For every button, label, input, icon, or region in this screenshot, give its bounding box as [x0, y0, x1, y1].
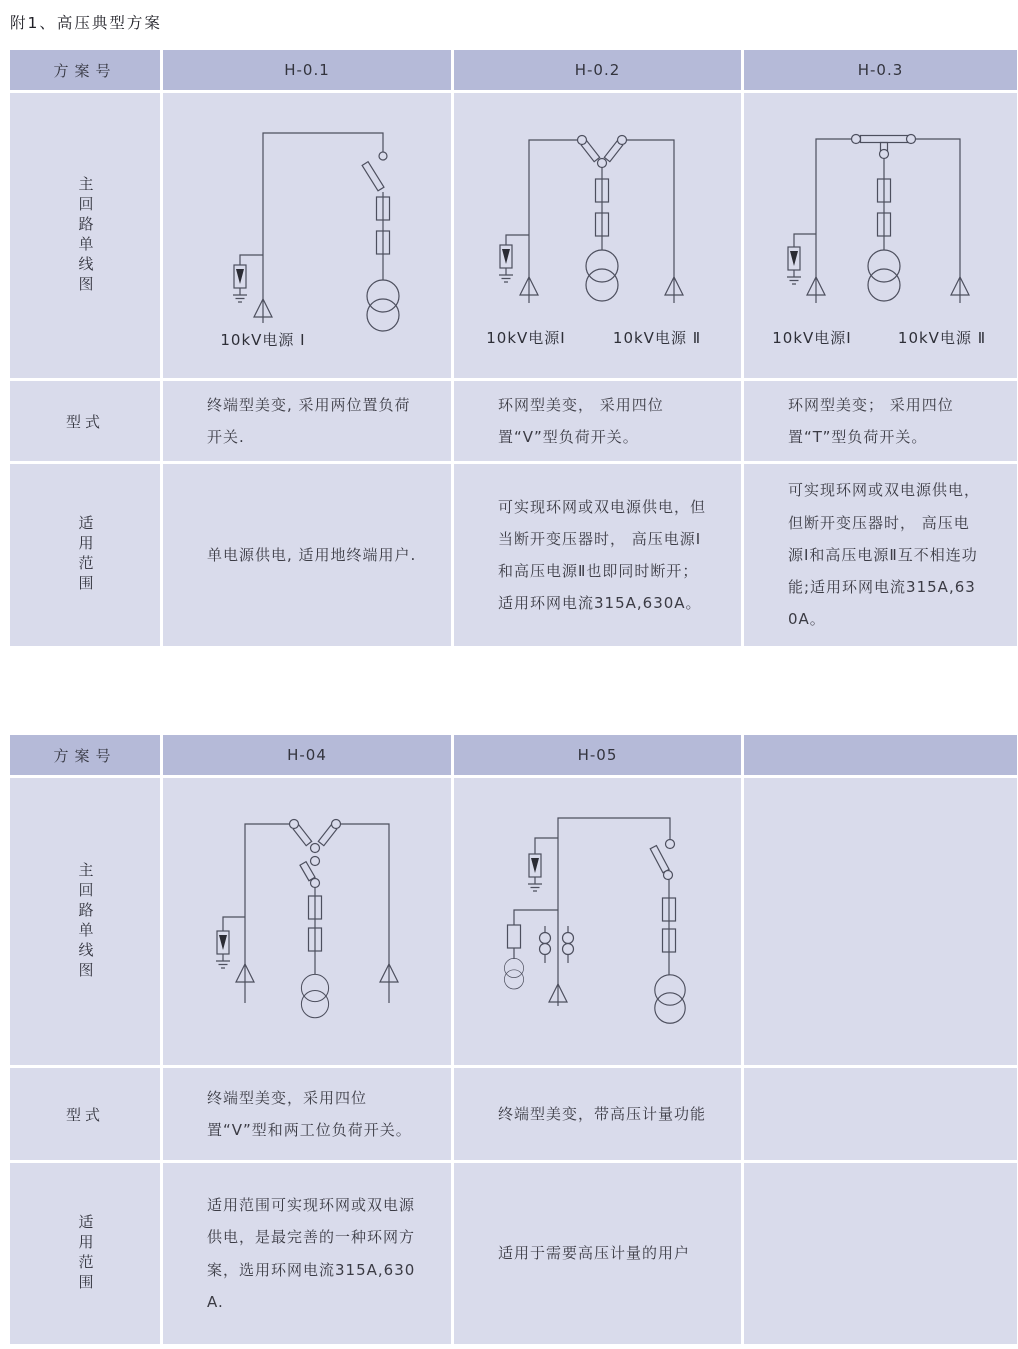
- source1-label: 10kV电源Ⅰ: [486, 329, 566, 347]
- t2-scope-h05: [454, 1163, 741, 1344]
- type-text: 环网型美变， 采用四位置“V”型负荷开关。: [498, 395, 664, 446]
- surge-arrester-symbol: [787, 247, 801, 284]
- diagram-row-label: 主回路单线图: [76, 175, 95, 296]
- arrester-branch-line: [240, 255, 263, 265]
- type-text: 终端型美变，采用四位置“V”型和两工位负荷开关。: [207, 1088, 412, 1139]
- source1-label: 10kV电源Ⅰ: [772, 329, 852, 347]
- t2-header-empty: [744, 735, 1017, 775]
- diagram-row-label: 主回路单线图: [76, 861, 95, 982]
- surge-arrester-symbol: [528, 854, 542, 891]
- scope-row-label: 适用范围: [76, 1213, 95, 1294]
- page-title: 附1、高压典型方案: [10, 14, 162, 32]
- single-line-diagram-h04: [163, 778, 451, 1065]
- single-line-diagram-h03: [744, 93, 1017, 378]
- t1-header-h03: H-0.3: [744, 50, 1017, 90]
- t2-scope-empty: [744, 1163, 1017, 1344]
- t2-type-h05: [454, 1068, 741, 1160]
- t1-header-h02: H-0.2: [454, 50, 741, 90]
- scope-text: 可实现环网或双电源供电，但当断开变压器时， 高压电源Ⅰ和高压电源Ⅱ也即同时断开； 适用环网电流315A,630A。: [498, 497, 707, 613]
- t1-type-h02: [454, 381, 741, 461]
- t1-header-scheme-label: 方案号: [10, 50, 160, 90]
- t2-header-h04: H-04: [163, 735, 451, 775]
- type-text: 环网型美变； 采用四位置“T”型负荷开关。: [788, 395, 954, 446]
- arrester-branch-line: [223, 917, 245, 931]
- metering-ct-symbol: [563, 926, 574, 963]
- source1-label: 10kV电源 Ⅰ: [220, 331, 306, 349]
- two-position-switch-symbol: [300, 857, 320, 888]
- transformer-symbol: [586, 250, 618, 301]
- surge-arrester-symbol: [499, 245, 513, 282]
- type-text: 终端型美变，带高压计量功能: [498, 1104, 707, 1123]
- single-line-diagram-h01: [163, 93, 451, 378]
- t1-diagram-h02-cell: [454, 93, 741, 378]
- t1-scope-h02: [454, 464, 741, 646]
- scope-text: 适用于需要高压计量的用户: [498, 1244, 691, 1263]
- scheme-table-2: [10, 735, 1017, 1344]
- v-load-switch-symbol: [290, 820, 341, 853]
- t1-type-h03: [744, 381, 1017, 461]
- arrester-branch-line: [794, 234, 816, 247]
- t2-diagram-h05-cell: [454, 778, 741, 1065]
- t1-rowlabel-diagram: [10, 93, 160, 378]
- fuse-symbol: [508, 925, 521, 948]
- type-text: 终端型美变, 采用两位置负荷开关.: [207, 395, 411, 446]
- t1-diagram-h03-cell: [744, 93, 1017, 378]
- t2-diagram-empty-cell: [744, 778, 1017, 1065]
- scope-text: 适用范围可实现环网或双电源供电，是最完善的一种环网方案，选用环网电流315A,630A.: [207, 1196, 416, 1311]
- t1-scope-h01: [163, 464, 451, 646]
- surge-arrester-symbol: [233, 265, 247, 302]
- transformer-symbol: [655, 975, 685, 1023]
- metering-branch: [504, 910, 573, 989]
- single-line-diagram-h02: [454, 93, 741, 378]
- single-line-diagram-h05: [454, 778, 741, 1065]
- load-switch-symbol: [650, 840, 674, 880]
- t2-header-h05: H-05: [454, 735, 741, 775]
- t2-type-h04: [163, 1068, 451, 1160]
- load-switch-symbol: [362, 152, 387, 191]
- arrester-branch-line: [506, 235, 529, 245]
- source2-label: 10kV电源 Ⅱ: [612, 329, 702, 347]
- feeder-lines: [558, 818, 670, 1006]
- arrester-branch-line: [535, 838, 558, 854]
- t2-rowlabel-scope: [10, 1163, 160, 1344]
- t1-rowlabel-type: [10, 381, 160, 461]
- scope-text: 单电源供电, 适用地终端用户.: [207, 545, 417, 564]
- t1-diagram-h01-cell: [163, 93, 451, 378]
- transformer-symbol: [868, 250, 900, 301]
- t2-diagram-h04-cell: [163, 778, 451, 1065]
- t1-rowlabel-scope: [10, 464, 160, 646]
- voltage-transformer-symbol: [504, 958, 523, 989]
- metering-ct-symbol: [540, 926, 551, 963]
- t2-header-scheme-label: 方案号: [10, 735, 160, 775]
- source2-label: 10kV电源 Ⅱ: [897, 329, 987, 347]
- t2-rowlabel-type: [10, 1068, 160, 1160]
- t2-type-empty: [744, 1068, 1017, 1160]
- t2-scope-h04: [163, 1163, 451, 1344]
- scope-row-label: 适用范围: [76, 515, 95, 595]
- transformer-symbol: [367, 280, 399, 331]
- feeder-lines: [816, 139, 960, 303]
- t-load-switch-symbol: [852, 135, 916, 159]
- scope-text: 可实现环网或双电源供电，但断开变压器时， 高压电源Ⅰ和高压电源Ⅱ互不相连功能;适用环网电流315A,630A。: [788, 481, 981, 629]
- t1-type-h01: [163, 381, 451, 461]
- t1-scope-h03: [744, 464, 1017, 646]
- surge-arrester-symbol: [216, 931, 230, 968]
- feeder-line: [263, 133, 383, 323]
- t2-rowlabel-diagram: [10, 778, 160, 1065]
- t1-header-h01: H-0.1: [163, 50, 451, 90]
- transformer-symbol: [301, 974, 328, 1017]
- v-load-switch-symbol: [578, 136, 627, 168]
- scheme-table-1: [10, 50, 1017, 646]
- type-row-label: 型式: [65, 412, 104, 431]
- type-row-label: 型式: [65, 1105, 104, 1124]
